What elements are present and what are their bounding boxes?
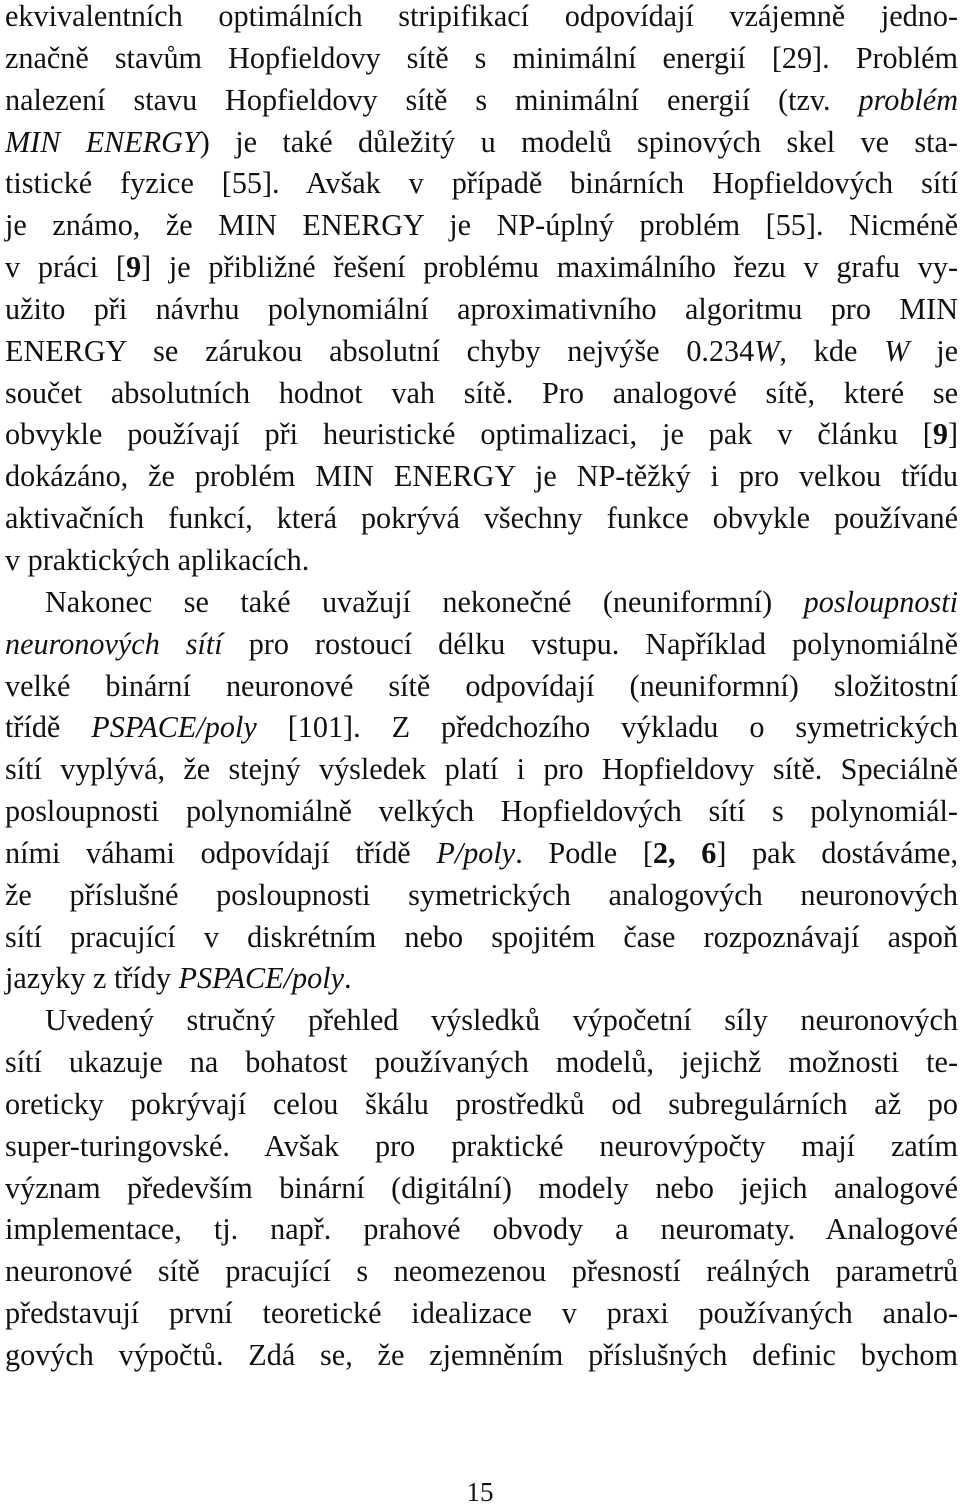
text-run: tistické fyzice [55]. Avšak v případě binárních Hopfieldových sítí	[5, 166, 958, 201]
text-run: nalezení stavu Hopfieldovy sítě s minimální energií (tzv.	[5, 82, 859, 117]
text-run: ]	[947, 417, 958, 452]
text-line	[5, 875, 958, 917]
text-line	[5, 122, 958, 164]
body-text	[5, 0, 958, 1377]
text-run: ekvivalentních optimálních stripifikací odpovídají vzájemně jedno-	[5, 0, 958, 33]
text-run: Uvedený stručný přehled výsledků výpočetní síly neuronových	[45, 1003, 958, 1038]
text-line	[5, 0, 958, 38]
citation-number: 2, 6	[652, 835, 717, 870]
text-line	[5, 1042, 958, 1084]
text-line	[5, 38, 958, 80]
text-line	[5, 917, 958, 959]
text-line	[5, 833, 958, 875]
text-line	[5, 624, 958, 666]
text-line	[5, 1251, 958, 1293]
text-line	[5, 1168, 958, 1210]
text-line	[5, 331, 958, 373]
text-line	[5, 707, 958, 749]
text-run: [101]. Z předchozího výkladu o symetrických	[256, 710, 959, 745]
text-line	[5, 540, 958, 582]
italic-text: posloupnosti	[803, 584, 958, 619]
text-run: ními váhami odpovídají třídě	[5, 835, 437, 870]
text-run: velké binární neuronové sítě odpovídají (neuniformní) složitostní	[5, 668, 958, 703]
italic-text: W	[884, 333, 910, 368]
text-run: ] je přibližné řešení problému maximálního řezu v grafu vy-	[141, 250, 958, 285]
text-line	[5, 1126, 958, 1168]
text-run: neuronové sítě pracující s neomezenou přesností reálných parametrů	[5, 1254, 958, 1289]
text-run: v práci [	[5, 250, 126, 285]
text-run: pro rostoucí délku vstupu. Například polynomiálně	[222, 626, 959, 661]
italic-text: problém	[858, 82, 958, 117]
text-run: sítí pracující v diskrétním nebo spojitém čase rozpoznávají aspoň	[5, 919, 958, 954]
italic-text: PSPACE/poly	[178, 961, 344, 996]
italic-text: P/poly	[436, 835, 516, 870]
text-line	[5, 205, 958, 247]
text-line	[5, 1084, 958, 1126]
text-run: super-turingovské. Avšak pro praktické neurovýpočty mají zatím	[5, 1128, 958, 1163]
text-run: oreticky pokrývají celou škálu prostředků od subregulárních až po	[5, 1086, 958, 1121]
text-run: užito při návrhu polynomiální aproximativního algoritmu pro MIN	[5, 291, 958, 326]
text-line	[5, 456, 958, 498]
text-run: .	[344, 961, 352, 996]
italic-text: MIN ENERGY	[5, 124, 200, 159]
text-run: Nakonec se také uvažují nekonečné (neuniformní)	[45, 584, 804, 619]
text-line	[5, 80, 958, 122]
text-line	[5, 373, 958, 415]
text-line	[5, 247, 958, 289]
text-run: ] pak dostáváme,	[716, 835, 958, 870]
text-run: sítí vyplývá, že stejný výsledek platí i pro Hopfieldovy sítě. Speciálně	[5, 752, 958, 787]
text-run: ) je také důležitý u modelů spinových skel ve sta-	[199, 124, 958, 159]
text-run: význam především binární (digitální) modely nebo jejich analogové	[5, 1170, 958, 1205]
text-run: gových výpočtů. Zdá se, že zjemněním příslušných definic bychom	[5, 1338, 958, 1372]
text-line	[5, 163, 958, 205]
citation-number: 9	[125, 250, 142, 285]
text-run: , kde	[779, 333, 885, 368]
text-run: obvykle používají při heuristické optimalizaci, je pak v článku [	[5, 417, 933, 452]
text-run: sítí ukazuje na bohatost používaných modelů, jejichž možnosti te-	[5, 1045, 958, 1080]
text-run: představují první teoretické idealizace v praxi používaných analo-	[5, 1296, 958, 1331]
text-run: ENERGY se zárukou absolutní chyby nejvýše 0.234	[5, 333, 755, 368]
text-line	[5, 498, 958, 540]
text-run: je známo, že MIN ENERGY je NP-úplný problém [55]. Nicméně	[5, 208, 958, 243]
text-line	[5, 1293, 958, 1335]
text-run: je	[909, 333, 958, 368]
italic-text: W	[754, 333, 780, 368]
italic-text: PSPACE/poly	[91, 710, 257, 745]
text-line	[5, 1209, 958, 1251]
page-number: 15	[466, 1477, 494, 1507]
text-line	[5, 414, 958, 456]
text-line	[5, 582, 958, 624]
text-line	[5, 791, 958, 833]
text-run: v praktických aplikacích.	[5, 542, 310, 577]
text-run: jazyky z třídy	[5, 961, 179, 996]
text-line	[5, 666, 958, 708]
text-run: implementace, tj. např. prahové obvody a neuromaty. Analogové	[5, 1212, 958, 1247]
text-line	[5, 289, 958, 331]
text-line	[5, 749, 958, 791]
text-line	[5, 958, 958, 1000]
text-run: dokázáno, že problém MIN ENERGY je NP-těžký i pro velkou třídu	[5, 459, 958, 494]
italic-text: neuronových sítí	[5, 626, 223, 661]
text-run: posloupnosti polynomiálně velkých Hopfieldových sítí s polynomiál-	[5, 794, 958, 829]
text-run: značně stavům Hopfieldovy sítě s minimální energií [29]. Problém	[5, 40, 958, 75]
text-run: třídě	[5, 710, 92, 745]
text-line	[5, 1000, 958, 1042]
text-run: . Podle [	[515, 835, 653, 870]
text-run: součet absolutních hodnot vah sítě. Pro analogové sítě, které se	[5, 375, 958, 410]
text-line	[5, 1335, 958, 1377]
text-run: aktivačních funkcí, která pokrývá všechny funkce obvykle používané	[5, 501, 958, 536]
citation-number: 9	[932, 417, 948, 452]
text-run: že příslušné posloupnosti symetrických analogových neuronových	[5, 877, 958, 912]
